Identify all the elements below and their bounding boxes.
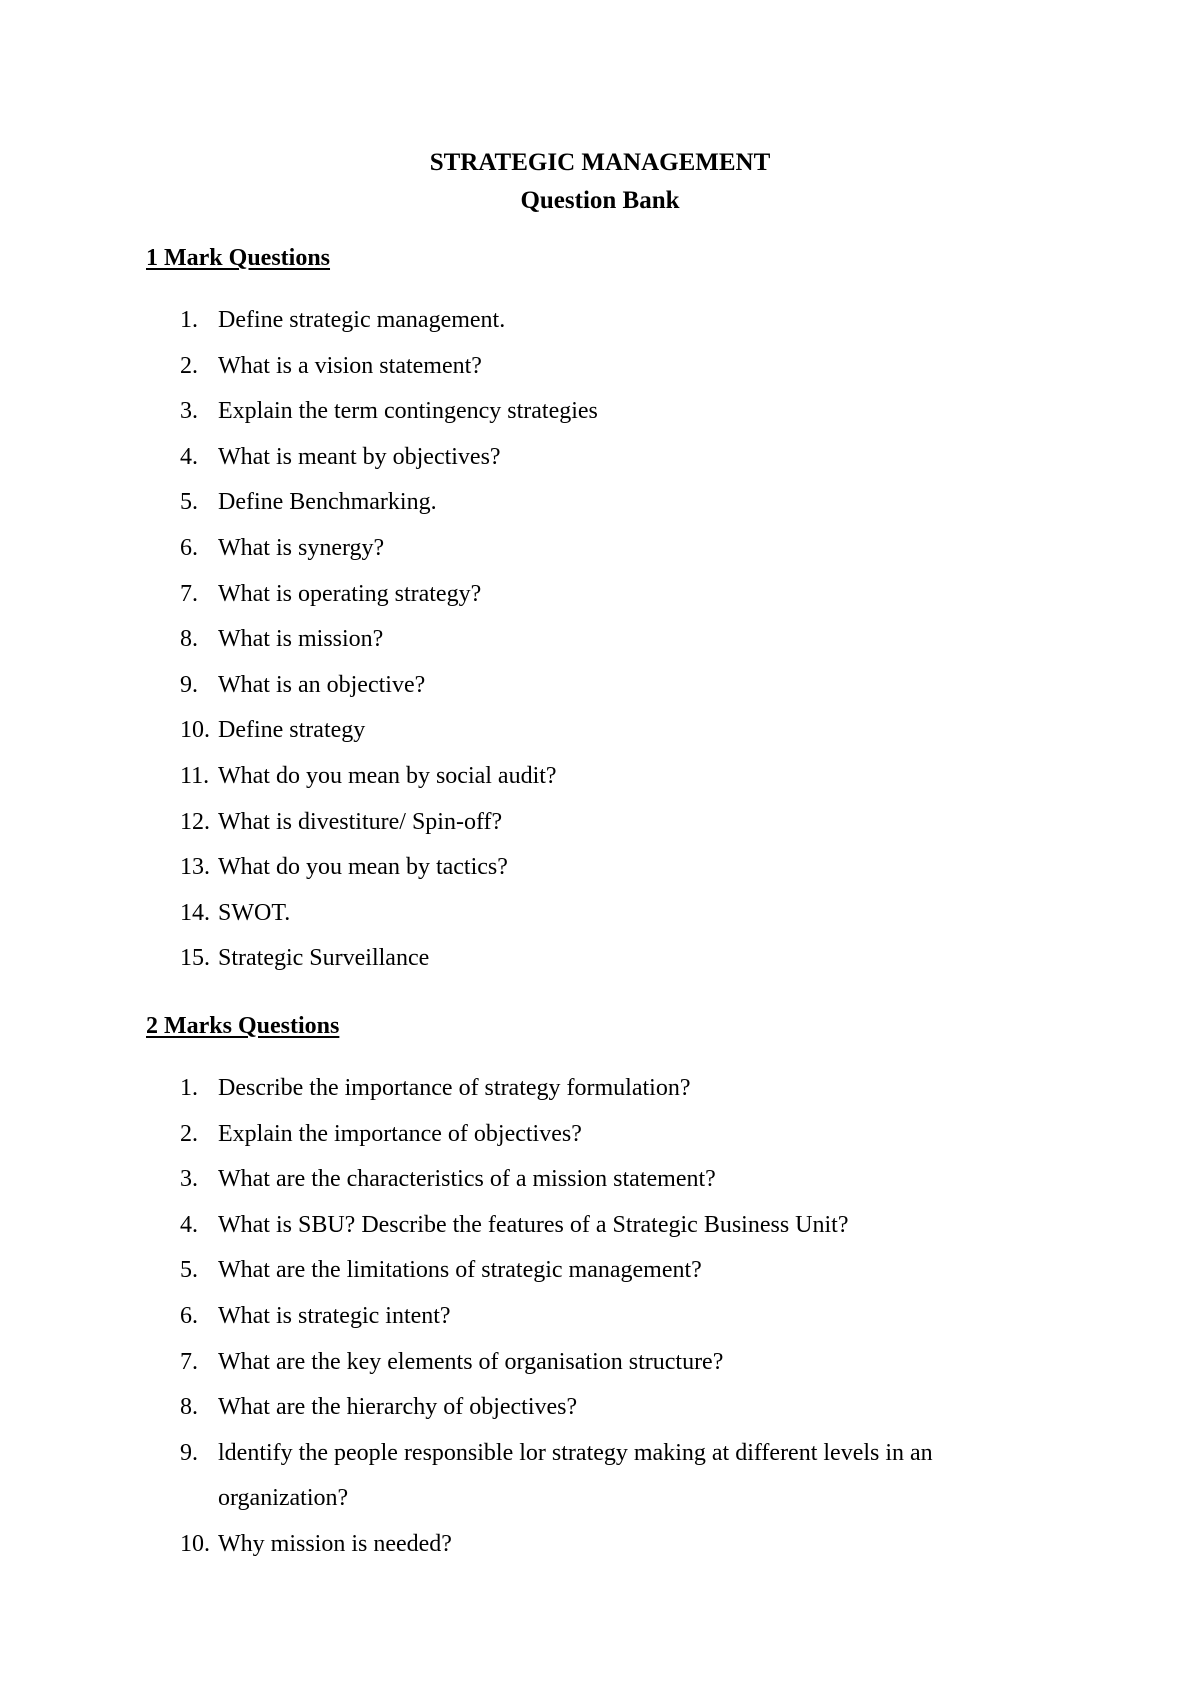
list-item: [0, 1340, 1018, 1386]
question-text: Why mission is needed?: [218, 1530, 452, 1557]
question-number: 10.: [180, 717, 210, 744]
question-text: What is an objective?: [218, 671, 426, 698]
section-heading-1-mark: 1 Mark Questions: [146, 245, 331, 271]
question-text: Define strategic management.: [218, 307, 506, 333]
question-text: What is a vision statement?: [218, 352, 482, 379]
question-text: What is divestiture/ Spin-off?: [218, 808, 503, 835]
question-text: What is mission?: [218, 626, 384, 653]
question-text: What is synergy?: [218, 534, 385, 561]
question-text: What is operating strategy?: [218, 580, 482, 607]
question-number: 4.: [180, 1211, 198, 1238]
list-item: [0, 663, 1018, 709]
question-text: What is strategic intent?: [218, 1302, 451, 1329]
question-number: 12.: [180, 808, 210, 835]
question-number: 7.: [180, 580, 198, 607]
list-item: [0, 708, 1018, 754]
question-text: What are the key elements of organisation structure?: [218, 1348, 724, 1375]
question-number: 2.: [180, 1120, 198, 1147]
question-number: 6.: [180, 1302, 198, 1329]
question-number: 8.: [180, 1394, 198, 1421]
list-item: [0, 572, 1018, 618]
question-number: 4.: [180, 443, 198, 470]
question-number: 7.: [180, 1348, 198, 1375]
list-item: [0, 891, 1018, 937]
list-item: [0, 1248, 1018, 1294]
list-item: [0, 526, 1018, 572]
question-text: What do you mean by tactics?: [218, 854, 508, 881]
question-number: 5.: [180, 1257, 198, 1284]
question-text: ldentify the people responsible lor strategy making at different levels in an organization?: [218, 1439, 933, 1512]
question-text: What is SBU? Describe the features of a Strategic Business Unit?: [218, 1211, 849, 1238]
question-number: 14.: [180, 899, 210, 926]
section-heading-2-marks: 2 Marks Questions: [146, 1013, 340, 1039]
list-item: [0, 617, 1018, 663]
list-item: [0, 1385, 1018, 1431]
question-number: 5.: [180, 489, 198, 516]
list-item: [0, 1294, 1018, 1340]
question-text: Explain the importance of objectives?: [218, 1120, 582, 1147]
list-item: [0, 480, 1018, 526]
question-number: 2.: [180, 352, 198, 379]
question-number: 1.: [180, 1075, 198, 1101]
question-text: Define strategy: [218, 717, 366, 744]
list-item: [0, 800, 1018, 846]
list-item: [0, 936, 1018, 982]
question-text: What is meant by objectives?: [218, 443, 501, 470]
list-item: [0, 344, 1018, 390]
list-item: [0, 298, 1018, 344]
question-list-1-mark: [0, 298, 1200, 982]
question-number: 6.: [180, 534, 198, 561]
question-number: 11.: [180, 762, 210, 789]
question-text: What are the hierarchy of objectives?: [218, 1394, 578, 1421]
question-number: 1.: [180, 307, 198, 333]
question-text: Describe the importance of strategy formulation?: [218, 1075, 691, 1101]
question-text: What do you mean by social audit?: [218, 762, 557, 789]
document-subtitle: Question Bank: [520, 187, 680, 214]
question-text: Define Benchmarking.: [218, 489, 437, 516]
question-number: 13.: [180, 854, 210, 881]
question-text: Strategic Surveillance: [218, 945, 430, 972]
list-item: [0, 1203, 1018, 1249]
question-text: SWOT.: [218, 899, 291, 926]
list-item: [0, 1066, 1018, 1112]
list-item: [0, 1112, 1018, 1158]
question-list-2-marks: [0, 1066, 1200, 1568]
question-number: 9.: [180, 1439, 198, 1466]
question-number: 3.: [180, 1166, 198, 1193]
question-text: What are the limitations of strategic management?: [218, 1257, 702, 1284]
question-number: 8.: [180, 626, 198, 653]
question-number: 15.: [180, 945, 210, 972]
question-number: 10.: [180, 1530, 210, 1557]
question-number: 3.: [180, 398, 198, 425]
list-item: [0, 1157, 1018, 1203]
list-item: [0, 845, 1018, 891]
question-text: What are the characteristics of a mission statement?: [218, 1166, 716, 1193]
list-item: [0, 389, 1018, 435]
question-number: 9.: [180, 671, 198, 698]
list-item: [0, 1522, 1018, 1568]
list-item: [0, 754, 1018, 800]
document-title: STRATEGIC MANAGEMENT: [429, 149, 771, 176]
list-item: [0, 1431, 1018, 1522]
question-text: Explain the term contingency strategies: [218, 398, 598, 425]
list-item: [0, 435, 1018, 481]
